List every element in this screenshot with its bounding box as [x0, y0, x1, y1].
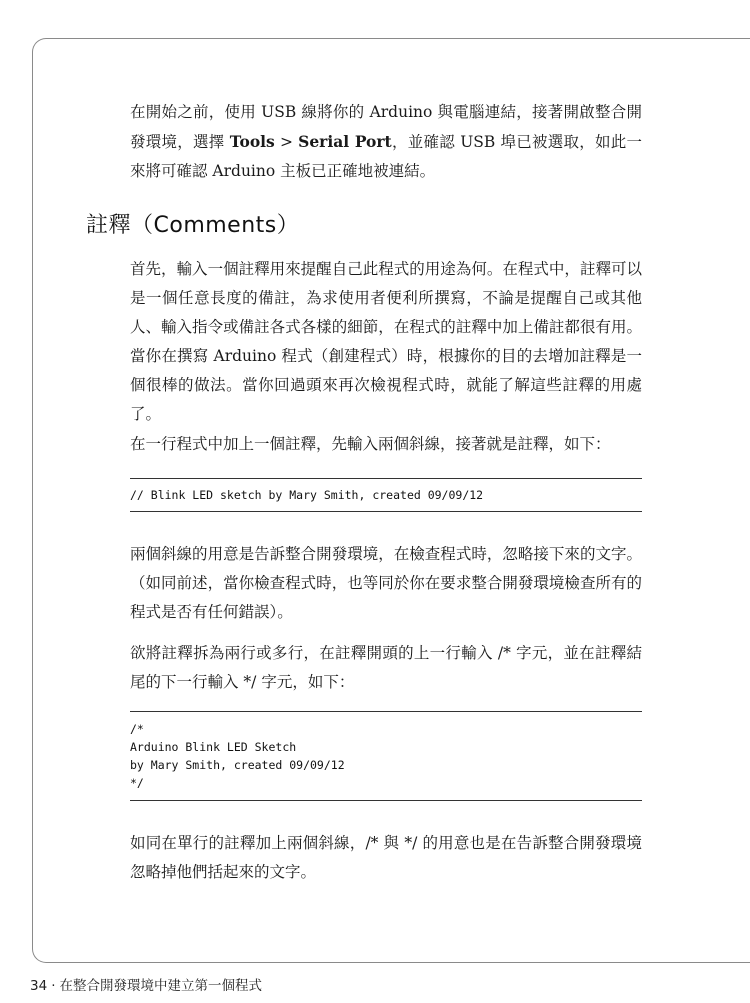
code-line: Arduino Blink LED Sketch	[130, 740, 297, 754]
intro-text-1: 在開始之前，使用 USB 線將你的 Arduino 與電腦連結，接著開啟整合開發環境，選擇	[130, 103, 642, 151]
code-line: /*	[130, 722, 144, 736]
code-line: // Blink LED sketch by Mary Smith, created 09/09/12	[130, 488, 484, 502]
menu-separator: >	[274, 133, 299, 151]
code-block-single	[130, 478, 642, 512]
intro-paragraph	[130, 98, 642, 186]
footer-separator: ·	[51, 978, 56, 994]
paragraph-5: 如同在單行的註釋加上兩個斜線，/* 與 */ 的用意也是在告訴整合開發環境忽略掉他們括起來的文字。	[130, 834, 642, 881]
code-line: by Mary Smith, created 09/09/12	[130, 758, 345, 772]
paragraph-4: 欲將註釋拆為兩行或多行，在註釋開頭的上一行輸入 /* 字元，並在註釋結尾的下一行輸入 */ 字元，如下：	[130, 644, 642, 691]
page-number: 34	[30, 978, 48, 994]
paragraph-1: 首先，輸入一個註釋用來提醒自己此程式的用途為何。在程式中，註釋可以是一個任意長度的備註，為求使用者便利所撰寫，不論是提醒自己或其他人、輸入指令或備註各式各樣的細節，在程式的註釋中加上備註都很有用。當你在撰寫 Arduino 程式（創建程式）時，根據你的目的去增加註釋是一個很棒的做法。當你回過頭來再次檢視程式時，就能了解這些註釋的用處了。	[130, 260, 642, 423]
section-heading: 註釋（Comments）	[86, 213, 300, 238]
intro-text-2: ，並確認 USB 埠已被選取，如此一來將可確認 Arduino 主板已正確地被連結。	[130, 133, 642, 180]
page-footer	[30, 974, 262, 994]
code-block-multi	[130, 711, 642, 801]
code-line: */	[130, 776, 144, 790]
paragraph-2: 在一行程式中加上一個註釋，先輸入兩個斜線，接著就是註釋，如下：	[130, 435, 611, 453]
menu-tools: Tools	[229, 132, 275, 151]
menu-serial-port: Serial Port	[298, 132, 392, 151]
chapter-title: 在整合開發環境中建立第一個程式	[59, 978, 262, 994]
paragraph-3: 兩個斜線的用意是告訴整合開發環境，在檢查程式時，忽略接下來的文字。（如同前述，當你檢查程式時，也等同於你在要求整合開發環境檢查所有的程式是否有任何錯誤）。	[130, 545, 642, 621]
